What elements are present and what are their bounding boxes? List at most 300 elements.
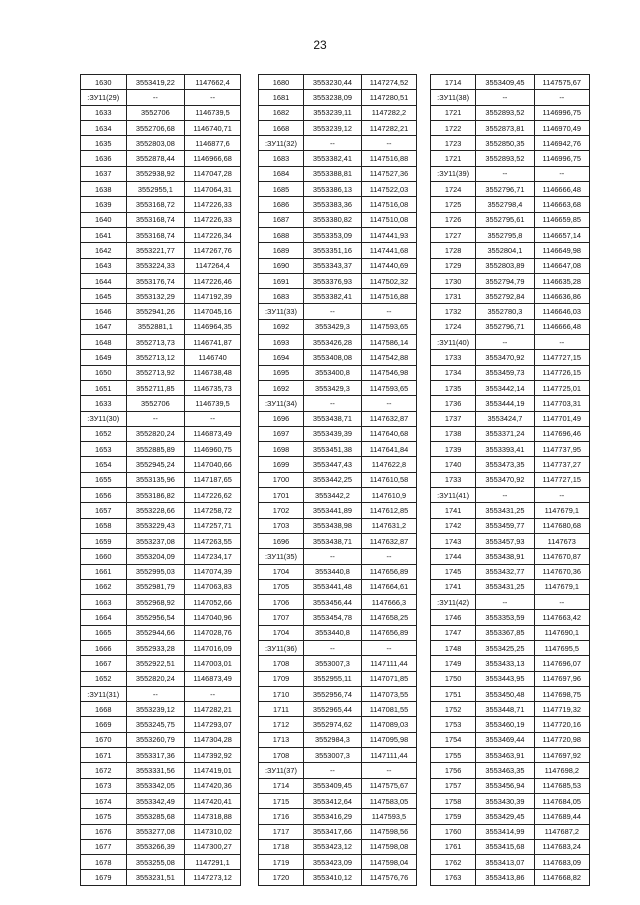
table-row <box>81 870 241 885</box>
point-number-cell: 1656 <box>81 488 127 503</box>
y-coordinate-cell: 1147726,15 <box>534 365 589 380</box>
y-coordinate-cell: 1146636,86 <box>534 289 589 304</box>
x-coordinate-cell: 3552956,54 <box>126 610 185 625</box>
table-row <box>431 273 590 288</box>
x-coordinate-cell: 3553442,14 <box>476 380 534 395</box>
table-section-row <box>81 686 241 701</box>
x-coordinate-cell: 3553463,35 <box>476 763 534 778</box>
y-coordinate-cell: 1147226,33 <box>185 212 241 227</box>
table-section-row <box>81 90 241 105</box>
y-coordinate-cell: 1147003,01 <box>185 656 241 671</box>
point-number-cell: 1741 <box>431 503 476 518</box>
x-coordinate-cell: 3553229,43 <box>126 518 185 533</box>
table-row <box>81 610 241 625</box>
table-row <box>259 335 417 350</box>
point-number-cell: 1697 <box>259 426 304 441</box>
x-coordinate-cell: 3553342,05 <box>126 778 185 793</box>
table-row <box>431 686 590 701</box>
table-row <box>81 365 241 380</box>
table-row <box>431 136 590 151</box>
x-coordinate-cell: 3553186,82 <box>126 488 185 503</box>
y-coordinate-cell: 1147684,05 <box>534 793 589 808</box>
table-row <box>81 533 241 548</box>
y-coordinate-cell: 1147696,46 <box>534 426 589 441</box>
y-coordinate-cell: 1147727,15 <box>534 472 589 487</box>
point-number-cell: 1756 <box>431 763 476 778</box>
point-number-cell: 1721 <box>431 105 476 120</box>
point-number-cell: :ЗУ11(30) <box>81 411 127 426</box>
point-number-cell: 1740 <box>431 457 476 472</box>
point-number-cell: 1707 <box>259 610 304 625</box>
x-coordinate-cell: -- <box>303 549 361 564</box>
coordinate-table-left <box>80 74 241 886</box>
y-coordinate-cell: 1147257,71 <box>185 518 241 533</box>
y-coordinate-cell: 1147522,03 <box>361 182 416 197</box>
table-row <box>81 304 241 319</box>
y-coordinate-cell: 1147045,16 <box>185 304 241 319</box>
table-row <box>259 702 417 717</box>
table-row <box>259 182 417 197</box>
coordinate-table-middle <box>258 74 417 886</box>
point-number-cell: 1680 <box>259 75 304 90</box>
x-coordinate-cell: 3553424,7 <box>476 411 534 426</box>
x-coordinate-cell: -- <box>126 411 185 426</box>
table-row <box>259 151 417 166</box>
table-section-row <box>431 488 590 503</box>
x-coordinate-cell: 3553460,19 <box>476 717 534 732</box>
table-row <box>81 732 241 747</box>
table-row <box>81 763 241 778</box>
y-coordinate-cell: 1147670,87 <box>534 549 589 564</box>
point-number-cell: 1739 <box>431 442 476 457</box>
y-coordinate-cell: 1147698,2 <box>534 763 589 778</box>
x-coordinate-cell: -- <box>303 763 361 778</box>
y-coordinate-cell: 1147598,08 <box>361 839 416 854</box>
table-row <box>81 75 241 90</box>
y-coordinate-cell: 1147679,1 <box>534 503 589 518</box>
y-coordinate-cell: 1147583,05 <box>361 793 416 808</box>
y-coordinate-cell: -- <box>185 411 241 426</box>
x-coordinate-cell: 3553414,99 <box>476 824 534 839</box>
y-coordinate-cell: 1147546,98 <box>361 365 416 380</box>
table-row <box>81 839 241 854</box>
y-coordinate-cell: 1146659,85 <box>534 212 589 227</box>
point-number-cell: 1721 <box>431 151 476 166</box>
y-coordinate-cell: 1147264,4 <box>185 258 241 273</box>
table-row <box>81 778 241 793</box>
x-coordinate-cell: 3552706 <box>126 105 185 120</box>
y-coordinate-cell: 1146873,49 <box>185 671 241 686</box>
table-row <box>431 579 590 594</box>
y-coordinate-cell: 1146646,03 <box>534 304 589 319</box>
y-coordinate-cell: -- <box>361 136 416 151</box>
x-coordinate-cell: -- <box>303 396 361 411</box>
x-coordinate-cell: -- <box>303 136 361 151</box>
y-coordinate-cell: -- <box>534 595 589 610</box>
x-coordinate-cell: -- <box>476 166 534 181</box>
y-coordinate-cell: 1147575,67 <box>534 75 589 90</box>
point-number-cell: 1692 <box>259 319 304 334</box>
y-coordinate-cell: 1147720,16 <box>534 717 589 732</box>
x-coordinate-cell: -- <box>476 488 534 503</box>
table-section-row <box>259 763 417 778</box>
point-number-cell: 1647 <box>81 319 127 334</box>
point-number-cell: 1733 <box>431 350 476 365</box>
table-row <box>259 564 417 579</box>
x-coordinate-cell: 3552713,12 <box>126 350 185 365</box>
y-coordinate-cell: 1147640,68 <box>361 426 416 441</box>
y-coordinate-cell: 1147516,08 <box>361 197 416 212</box>
y-coordinate-cell: 1147593,5 <box>361 809 416 824</box>
x-coordinate-cell: 3552941,26 <box>126 304 185 319</box>
point-number-cell: 1686 <box>259 197 304 212</box>
point-number-cell: 1675 <box>81 809 127 824</box>
point-number-cell: 1761 <box>431 839 476 854</box>
x-coordinate-cell: 3553393,41 <box>476 442 534 457</box>
x-coordinate-cell: 3553432,77 <box>476 564 534 579</box>
x-coordinate-cell: 3553168,74 <box>126 212 185 227</box>
point-number-cell: 1704 <box>259 564 304 579</box>
x-coordinate-cell: 3552850,35 <box>476 136 534 151</box>
table-row <box>431 365 590 380</box>
y-coordinate-cell: 1147658,25 <box>361 610 416 625</box>
point-number-cell: 1660 <box>81 549 127 564</box>
x-coordinate-cell: 3553448,71 <box>476 702 534 717</box>
point-number-cell: 1643 <box>81 258 127 273</box>
point-number-cell: 1754 <box>431 732 476 747</box>
table-row <box>431 304 590 319</box>
table-section-row <box>431 166 590 181</box>
point-number-cell: 1762 <box>431 855 476 870</box>
x-coordinate-cell: 3553413,86 <box>476 870 534 885</box>
y-coordinate-cell: 1147095,98 <box>361 732 416 747</box>
table-row <box>81 212 241 227</box>
x-coordinate-cell: 3552820,24 <box>126 426 185 441</box>
table-row <box>81 273 241 288</box>
x-coordinate-cell: 3553409,45 <box>476 75 534 90</box>
table-row <box>259 442 417 457</box>
y-coordinate-cell: 1146635,28 <box>534 273 589 288</box>
y-coordinate-cell: 1147687,2 <box>534 824 589 839</box>
y-coordinate-cell: 1147575,67 <box>361 778 416 793</box>
y-coordinate-cell: -- <box>361 549 416 564</box>
y-coordinate-cell: 1147593,65 <box>361 319 416 334</box>
table-row <box>81 503 241 518</box>
point-number-cell: 1763 <box>431 870 476 885</box>
table-row <box>81 748 241 763</box>
table-row <box>431 289 590 304</box>
point-number-cell: 1696 <box>259 411 304 426</box>
x-coordinate-cell: 3552885,89 <box>126 442 185 457</box>
x-coordinate-cell: 3553459,73 <box>476 365 534 380</box>
point-number-cell: 1661 <box>81 564 127 579</box>
table-row <box>259 732 417 747</box>
y-coordinate-cell: 1147673 <box>534 533 589 548</box>
table-row <box>259 411 417 426</box>
y-coordinate-cell: 1146647,08 <box>534 258 589 273</box>
table-row <box>81 671 241 686</box>
y-coordinate-cell: 1147052,66 <box>185 595 241 610</box>
table-row <box>259 748 417 763</box>
x-coordinate-cell: 3553221,77 <box>126 243 185 258</box>
point-number-cell: 1678 <box>81 855 127 870</box>
y-coordinate-cell: 1147666,3 <box>361 595 416 610</box>
y-coordinate-cell: 1147683,09 <box>534 855 589 870</box>
x-coordinate-cell: 3553353,09 <box>303 227 361 242</box>
point-number-cell: 1735 <box>431 380 476 395</box>
table-row <box>81 549 241 564</box>
table-row <box>431 763 590 778</box>
y-coordinate-cell: -- <box>534 90 589 105</box>
x-coordinate-cell: 3553430,39 <box>476 793 534 808</box>
x-coordinate-cell: 3553441,89 <box>303 503 361 518</box>
table-row <box>259 258 417 273</box>
y-coordinate-cell: 1147420,36 <box>185 778 241 793</box>
point-number-cell: 1682 <box>259 105 304 120</box>
x-coordinate-cell: 3553224,33 <box>126 258 185 273</box>
x-coordinate-cell: 3553367,85 <box>476 625 534 640</box>
y-coordinate-cell: 1147664,61 <box>361 579 416 594</box>
x-coordinate-cell: 3552881,1 <box>126 319 185 334</box>
y-coordinate-cell: -- <box>361 763 416 778</box>
y-coordinate-cell: 1147725,01 <box>534 380 589 395</box>
y-coordinate-cell: 1147318,88 <box>185 809 241 824</box>
table-row <box>259 824 417 839</box>
table-row <box>431 778 590 793</box>
point-number-cell: 1698 <box>259 442 304 457</box>
table-row <box>81 656 241 671</box>
y-coordinate-cell: 1147441,93 <box>361 227 416 242</box>
x-coordinate-cell: 3553351,16 <box>303 243 361 258</box>
table-row <box>81 289 241 304</box>
x-coordinate-cell: 3553376,93 <box>303 273 361 288</box>
x-coordinate-cell: 3552780,3 <box>476 304 534 319</box>
table-row <box>431 610 590 625</box>
x-coordinate-cell: 3552796,71 <box>476 319 534 334</box>
point-number-cell: 1713 <box>259 732 304 747</box>
table-row <box>81 564 241 579</box>
point-number-cell: 1718 <box>259 839 304 854</box>
point-number-cell: 1722 <box>431 120 476 135</box>
x-coordinate-cell: 3553438,91 <box>476 549 534 564</box>
y-coordinate-cell: 1147598,56 <box>361 824 416 839</box>
y-coordinate-cell: 1147081,55 <box>361 702 416 717</box>
point-number-cell: 1706 <box>259 595 304 610</box>
point-number-cell: 1669 <box>81 717 127 732</box>
y-coordinate-cell: 1147593,65 <box>361 380 416 395</box>
y-coordinate-cell: 1147696,07 <box>534 656 589 671</box>
table-row <box>259 365 417 380</box>
point-number-cell: 1633 <box>81 396 127 411</box>
y-coordinate-cell: 1146739,5 <box>185 105 241 120</box>
point-number-cell: :ЗУ11(41) <box>431 488 476 503</box>
y-coordinate-cell: 1147527,36 <box>361 166 416 181</box>
table-row <box>259 671 417 686</box>
y-coordinate-cell: 1147737,27 <box>534 457 589 472</box>
point-number-cell: 1635 <box>81 136 127 151</box>
point-number-cell: 1701 <box>259 488 304 503</box>
x-coordinate-cell: 3553426,28 <box>303 335 361 350</box>
point-number-cell: 1664 <box>81 610 127 625</box>
y-coordinate-cell: 1147695,5 <box>534 640 589 655</box>
x-coordinate-cell: 3553382,41 <box>303 289 361 304</box>
point-number-cell: 1702 <box>259 503 304 518</box>
table-row <box>431 426 590 441</box>
table-row <box>259 610 417 625</box>
table-row <box>431 640 590 655</box>
y-coordinate-cell: 1147670,36 <box>534 564 589 579</box>
table-section-row <box>81 411 241 426</box>
point-number-cell: 1745 <box>431 564 476 579</box>
table-row <box>259 457 417 472</box>
x-coordinate-cell: 3553277,08 <box>126 824 185 839</box>
y-coordinate-cell: -- <box>534 335 589 350</box>
y-coordinate-cell: 1147737,95 <box>534 442 589 457</box>
table-row <box>431 258 590 273</box>
y-coordinate-cell: 1146873,49 <box>185 426 241 441</box>
point-number-cell: 1644 <box>81 273 127 288</box>
table-row <box>259 533 417 548</box>
point-number-cell: 1679 <box>81 870 127 885</box>
x-coordinate-cell: 3552933,28 <box>126 640 185 655</box>
table-row <box>81 197 241 212</box>
point-number-cell: 1714 <box>431 75 476 90</box>
point-number-cell: 1758 <box>431 793 476 808</box>
x-coordinate-cell: 3553317,36 <box>126 748 185 763</box>
table-row <box>431 350 590 365</box>
x-coordinate-cell: -- <box>126 90 185 105</box>
y-coordinate-cell: 1147226,62 <box>185 488 241 503</box>
y-coordinate-cell: 1147720,98 <box>534 732 589 747</box>
y-coordinate-cell: 1147226,33 <box>185 197 241 212</box>
table-section-row <box>259 549 417 564</box>
point-number-cell: 1708 <box>259 748 304 763</box>
point-number-cell: 1726 <box>431 212 476 227</box>
x-coordinate-cell: 3552820,24 <box>126 671 185 686</box>
y-coordinate-cell: 1146741,87 <box>185 335 241 350</box>
y-coordinate-cell: 1146666,48 <box>534 182 589 197</box>
table-section-row <box>431 595 590 610</box>
table-row <box>431 151 590 166</box>
y-coordinate-cell: 1147685,53 <box>534 778 589 793</box>
y-coordinate-cell: 1147273,12 <box>185 870 241 885</box>
y-coordinate-cell: 1147598,04 <box>361 855 416 870</box>
point-number-cell: 1728 <box>431 243 476 258</box>
y-coordinate-cell: 1147703,31 <box>534 396 589 411</box>
table-row <box>431 182 590 197</box>
x-coordinate-cell: 3553439,39 <box>303 426 361 441</box>
y-coordinate-cell: 1146942,76 <box>534 136 589 151</box>
point-number-cell: 1668 <box>259 120 304 135</box>
point-number-cell: 1671 <box>81 748 127 763</box>
point-number-cell: 1676 <box>81 824 127 839</box>
x-coordinate-cell: -- <box>303 304 361 319</box>
x-coordinate-cell: -- <box>476 595 534 610</box>
table-row <box>431 442 590 457</box>
table-row <box>81 518 241 533</box>
x-coordinate-cell: 3553438,98 <box>303 518 361 533</box>
y-coordinate-cell: 1147440,69 <box>361 258 416 273</box>
x-coordinate-cell: 3552713,73 <box>126 335 185 350</box>
point-number-cell: 1734 <box>431 365 476 380</box>
y-coordinate-cell: 1147656,89 <box>361 564 416 579</box>
point-number-cell: 1732 <box>431 304 476 319</box>
x-coordinate-cell: 3552794,79 <box>476 273 534 288</box>
point-number-cell: 1723 <box>431 136 476 151</box>
point-number-cell: 1651 <box>81 380 127 395</box>
y-coordinate-cell: 1147267,76 <box>185 243 241 258</box>
y-coordinate-cell: -- <box>361 304 416 319</box>
point-number-cell: :ЗУ11(38) <box>431 90 476 105</box>
x-coordinate-cell: 3553260,79 <box>126 732 185 747</box>
y-coordinate-cell: 1147226,46 <box>185 273 241 288</box>
y-coordinate-cell: 1147683,24 <box>534 839 589 854</box>
x-coordinate-cell: 3552944,66 <box>126 625 185 640</box>
y-coordinate-cell: 1147701,49 <box>534 411 589 426</box>
x-coordinate-cell: 3553412,64 <box>303 793 361 808</box>
x-coordinate-cell: 3553440,8 <box>303 564 361 579</box>
point-number-cell: 1750 <box>431 671 476 686</box>
x-coordinate-cell: 3553442,2 <box>303 488 361 503</box>
table-row <box>431 197 590 212</box>
x-coordinate-cell: 3553230,44 <box>303 75 361 90</box>
table-row <box>81 335 241 350</box>
point-number-cell: 1654 <box>81 457 127 472</box>
x-coordinate-cell: 3552795,61 <box>476 212 534 227</box>
table-row <box>259 212 417 227</box>
y-coordinate-cell: 1147040,96 <box>185 610 241 625</box>
x-coordinate-cell: 3552711,85 <box>126 380 185 395</box>
table-section-row <box>259 396 417 411</box>
x-coordinate-cell: 3553456,94 <box>476 778 534 793</box>
point-number-cell: 1673 <box>81 778 127 793</box>
x-coordinate-cell: 3552893,52 <box>476 105 534 120</box>
point-number-cell: 1692 <box>259 380 304 395</box>
x-coordinate-cell: 3552795,8 <box>476 227 534 242</box>
point-number-cell: 1633 <box>81 105 127 120</box>
point-number-cell: 1752 <box>431 702 476 717</box>
y-coordinate-cell: 1147280,51 <box>361 90 416 105</box>
table-row <box>259 273 417 288</box>
x-coordinate-cell: 3552873,81 <box>476 120 534 135</box>
x-coordinate-cell: 3553231,51 <box>126 870 185 885</box>
y-coordinate-cell: 1146735,73 <box>185 380 241 395</box>
table-row <box>259 625 417 640</box>
table-row <box>431 656 590 671</box>
table-row <box>259 426 417 441</box>
x-coordinate-cell: 3553343,37 <box>303 258 361 273</box>
x-coordinate-cell: 3553442,25 <box>303 472 361 487</box>
y-coordinate-cell: 1147441,68 <box>361 243 416 258</box>
point-number-cell: 1714 <box>259 778 304 793</box>
table-row <box>259 579 417 594</box>
y-coordinate-cell: 1146970,49 <box>534 120 589 135</box>
table-section-row <box>259 304 417 319</box>
table-row <box>259 90 417 105</box>
point-number-cell: 1727 <box>431 227 476 242</box>
y-coordinate-cell: 1147291,1 <box>185 855 241 870</box>
y-coordinate-cell: 1147419,01 <box>185 763 241 778</box>
point-number-cell: :ЗУ11(42) <box>431 595 476 610</box>
point-number-cell: 1710 <box>259 686 304 701</box>
table-row <box>431 824 590 839</box>
table-row <box>259 839 417 854</box>
table-row <box>259 870 417 885</box>
point-number-cell: 1667 <box>81 656 127 671</box>
point-number-cell: 1674 <box>81 793 127 808</box>
y-coordinate-cell: 1146649,98 <box>534 243 589 258</box>
table-row <box>431 625 590 640</box>
